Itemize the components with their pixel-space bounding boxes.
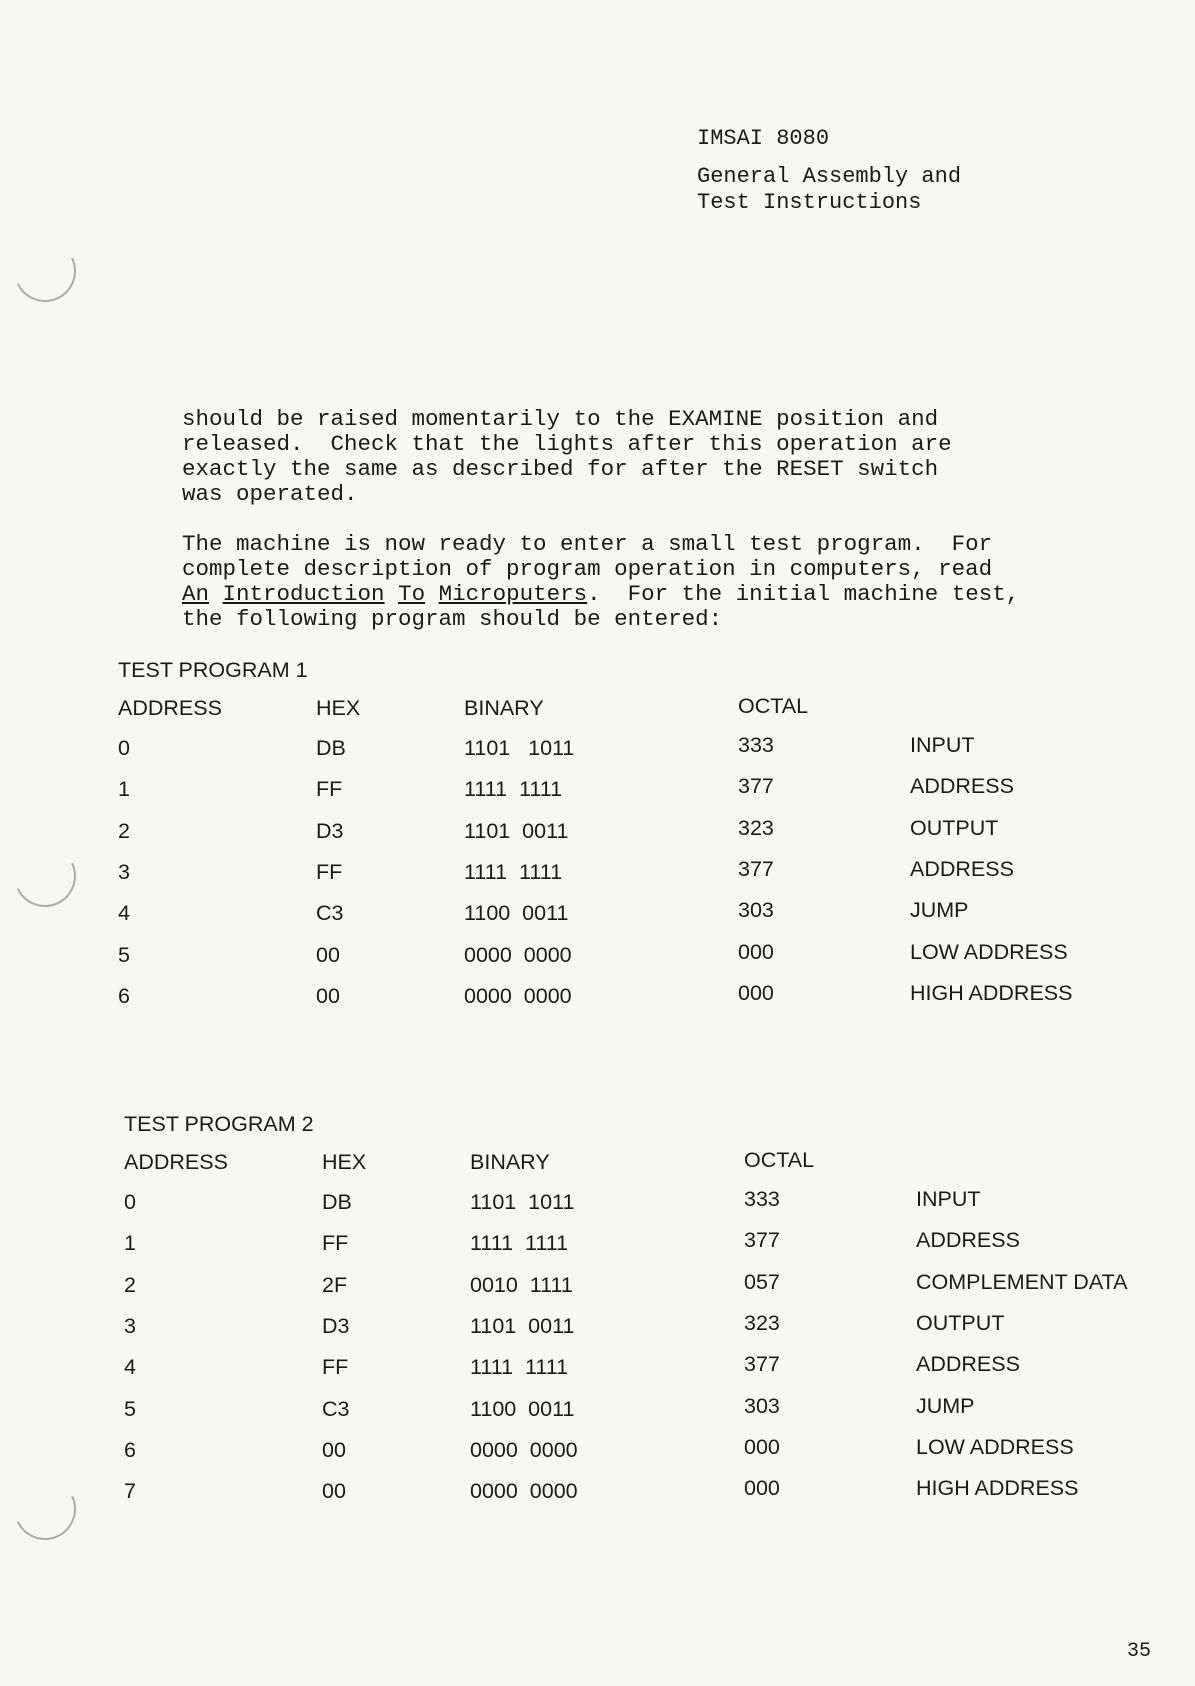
subtitle-line-1: General Assembly and bbox=[697, 164, 962, 189]
paragraph-2-line-2: complete description of program operation in computers, read bbox=[182, 556, 993, 582]
hex-cell: C3 bbox=[316, 901, 344, 926]
hex-header: HEX bbox=[322, 1150, 367, 1174]
paragraph-1-line-4: was operated. bbox=[182, 481, 358, 507]
address-cell: 0 bbox=[124, 1190, 136, 1214]
binary-cell: 1111 1111 bbox=[470, 1231, 569, 1256]
binary-cell: 1101 1011 bbox=[464, 736, 575, 760]
binary-header: BINARY bbox=[470, 1150, 550, 1174]
address-cell: 2 bbox=[118, 818, 130, 843]
description-cell: LOW ADDRESS bbox=[910, 939, 1068, 964]
address-cell: 3 bbox=[118, 859, 130, 884]
address-cell: 7 bbox=[124, 1479, 136, 1504]
paragraph-2-line-1: The machine is now ready to enter a small test program. For bbox=[182, 531, 993, 557]
octal-cell: 303 bbox=[738, 898, 774, 923]
book-title-word-2: Introduction bbox=[222, 581, 385, 607]
hex-cell: DB bbox=[322, 1190, 352, 1214]
hex-cell: 00 bbox=[316, 942, 340, 967]
program-1-title: TEST PROGRAM 1 bbox=[118, 658, 308, 682]
binary-header: BINARY bbox=[464, 696, 544, 720]
address-header: ADDRESS bbox=[118, 696, 222, 720]
hex-cell: D3 bbox=[322, 1313, 350, 1338]
description-cell: HIGH ADDRESS bbox=[910, 980, 1073, 1005]
document-subtitle bbox=[697, 164, 961, 216]
binary-cell: 0000 0000 bbox=[464, 983, 572, 1008]
octal-cell: 000 bbox=[738, 939, 774, 964]
subtitle-line-2: Test Instructions bbox=[697, 190, 922, 215]
binary-cell: 1100 0011 bbox=[470, 1396, 575, 1421]
description-cell: ADDRESS bbox=[910, 774, 1014, 799]
book-title-word-3: To bbox=[398, 581, 426, 607]
description-cell: ADDRESS bbox=[916, 1352, 1020, 1377]
hex-cell: D3 bbox=[316, 818, 344, 843]
octal-cell: 303 bbox=[744, 1393, 780, 1418]
binary-cell: 0010 1111 bbox=[470, 1272, 573, 1297]
address-cell: 2 bbox=[124, 1272, 136, 1297]
document-title: IMSAI 8080 bbox=[697, 126, 830, 151]
book-title-word-1: An bbox=[182, 581, 210, 607]
octal-cell: 377 bbox=[738, 774, 774, 799]
binder-hole-middle bbox=[5, 836, 84, 915]
page-number: 35 bbox=[1127, 1640, 1152, 1663]
octal-cell: 377 bbox=[744, 1352, 780, 1377]
program-2-title: TEST PROGRAM 2 bbox=[124, 1112, 314, 1136]
octal-cell: 000 bbox=[744, 1476, 780, 1501]
octal-cell: 323 bbox=[738, 815, 774, 840]
binary-cell: 1101 0011 bbox=[470, 1313, 575, 1338]
paragraph-2-line-3-rest: . For the initial machine test, bbox=[587, 581, 1020, 607]
hex-cell: C3 bbox=[322, 1396, 350, 1421]
book-title-word-4: Microputers bbox=[438, 581, 588, 607]
hex-header: HEX bbox=[316, 696, 361, 720]
binder-hole-top bbox=[5, 231, 84, 310]
description-cell: LOW ADDRESS bbox=[916, 1434, 1074, 1459]
hex-cell: FF bbox=[322, 1231, 349, 1256]
binary-cell: 1101 0011 bbox=[464, 818, 569, 843]
document-header bbox=[697, 126, 961, 216]
description-cell: COMPLEMENT DATA bbox=[916, 1269, 1128, 1294]
address-cell: 3 bbox=[124, 1313, 136, 1338]
binary-cell: 0000 0000 bbox=[470, 1437, 578, 1462]
hex-cell: FF bbox=[316, 859, 343, 884]
hex-cell: 2F bbox=[322, 1272, 348, 1297]
octal-cell: 057 bbox=[744, 1269, 780, 1294]
description-cell: ADDRESS bbox=[916, 1228, 1020, 1253]
address-cell: 1 bbox=[118, 777, 130, 802]
paragraph-2-line-4: the following program should be entered: bbox=[182, 606, 723, 632]
description-cell: ADDRESS bbox=[910, 856, 1014, 881]
hex-cell: 00 bbox=[316, 983, 340, 1008]
description-cell: JUMP bbox=[916, 1393, 975, 1418]
octal-cell: 000 bbox=[738, 980, 774, 1005]
address-cell: 5 bbox=[124, 1396, 136, 1421]
address-cell: 6 bbox=[118, 983, 130, 1008]
address-header: ADDRESS bbox=[124, 1150, 228, 1174]
binary-cell: 1111 1111 bbox=[464, 777, 563, 802]
binary-cell: 0000 0000 bbox=[464, 942, 572, 967]
octal-cell: 377 bbox=[738, 856, 774, 881]
paragraph-1 bbox=[182, 407, 1142, 507]
body-text bbox=[182, 357, 1142, 682]
description-cell: INPUT bbox=[916, 1187, 981, 1211]
hex-cell: FF bbox=[322, 1355, 349, 1380]
hex-cell: DB bbox=[316, 736, 346, 760]
binary-cell: 1101 1011 bbox=[470, 1190, 575, 1214]
octal-cell: 333 bbox=[744, 1187, 780, 1211]
hex-cell: 00 bbox=[322, 1479, 346, 1504]
octal-cell: 323 bbox=[744, 1310, 780, 1335]
paragraph-1-line-3: exactly the same as described for after the RESET switch bbox=[182, 456, 939, 482]
binary-cell: 1111 1111 bbox=[470, 1355, 569, 1380]
paragraph-1-line-2: released. Check that the lights after this operation are bbox=[182, 431, 952, 457]
address-cell: 0 bbox=[118, 736, 130, 760]
binary-cell: 1100 0011 bbox=[464, 901, 569, 926]
description-cell: OUTPUT bbox=[916, 1310, 1005, 1335]
binder-hole-bottom bbox=[5, 1469, 84, 1548]
address-cell: 6 bbox=[124, 1437, 136, 1462]
binary-cell: 0000 0000 bbox=[470, 1479, 578, 1504]
octal-cell: 000 bbox=[744, 1434, 780, 1459]
address-cell: 4 bbox=[124, 1355, 136, 1380]
description-cell: JUMP bbox=[910, 898, 969, 923]
octal-cell: 377 bbox=[744, 1228, 780, 1253]
hex-cell: FF bbox=[316, 777, 343, 802]
octal-cell: 333 bbox=[738, 733, 774, 757]
paragraph-1-line-1: should be raised momentarily to the EXAMINE position and bbox=[182, 406, 939, 432]
binary-cell: 1111 1111 bbox=[464, 859, 563, 884]
octal-header: OCTAL bbox=[738, 694, 809, 718]
description-cell: HIGH ADDRESS bbox=[916, 1476, 1079, 1501]
address-cell: 5 bbox=[118, 942, 130, 967]
description-cell: INPUT bbox=[910, 733, 975, 757]
paragraph-2 bbox=[182, 532, 1142, 632]
address-cell: 1 bbox=[124, 1231, 136, 1256]
address-cell: 4 bbox=[118, 901, 130, 926]
description-cell: OUTPUT bbox=[910, 815, 999, 840]
octal-header: OCTAL bbox=[744, 1148, 815, 1172]
hex-cell: 00 bbox=[322, 1437, 346, 1462]
